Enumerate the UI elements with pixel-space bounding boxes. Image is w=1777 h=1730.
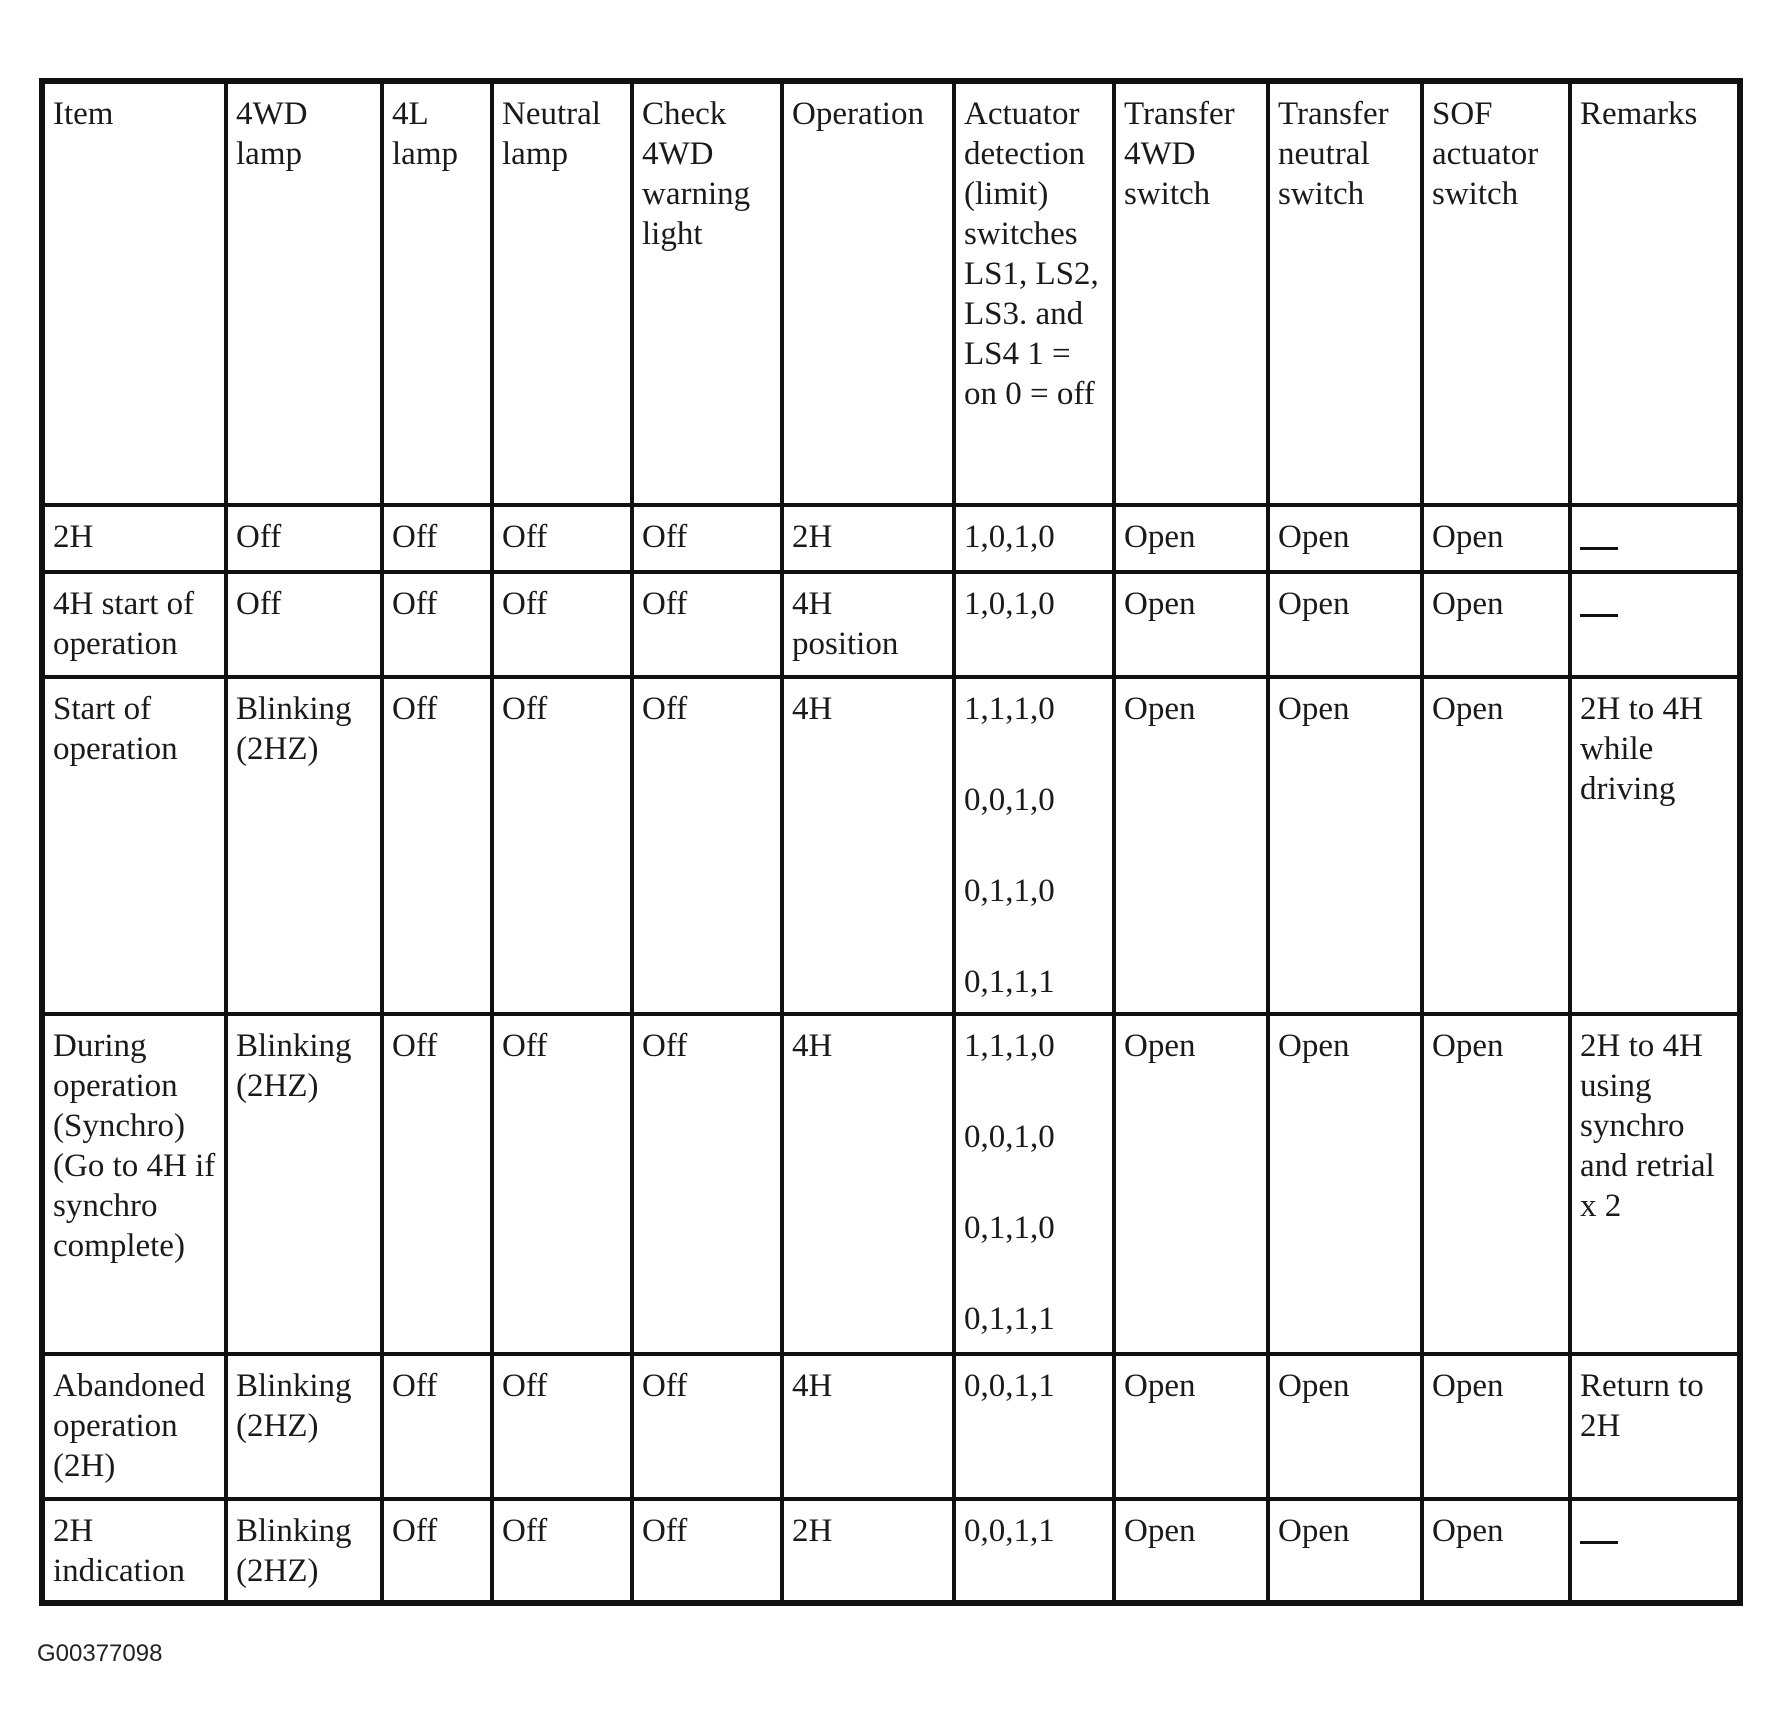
- limit-switch-value: 0,1,1,1: [964, 964, 1055, 1000]
- limit-switch-value: 1,1,1,0: [964, 691, 1055, 727]
- 4wd-lamp-cell: Blinking (2HZ): [226, 1354, 382, 1499]
- limit-switch-value: 0,0,1,1: [964, 1513, 1055, 1549]
- item-cell: 2H indication: [42, 1499, 226, 1603]
- sof-cell: Open: [1422, 1014, 1570, 1354]
- figure-id: G00377098: [37, 1640, 163, 1667]
- limit-switch-value: 0,1,1,0: [964, 1210, 1055, 1246]
- dash-mark: [1580, 547, 1618, 550]
- remarks-cell: Return to 2H: [1570, 1354, 1740, 1499]
- 4wd-lamp-cell: Blinking (2HZ): [226, 1014, 382, 1354]
- remarks-cell: [1570, 505, 1740, 572]
- limit-switch-value: 0,1,1,0: [964, 873, 1055, 909]
- neutral-lamp-cell: Off: [492, 1499, 632, 1603]
- remarks-cell: 2H to 4H using synchro and retrial x 2: [1570, 1014, 1740, 1354]
- header-row: [42, 81, 1740, 505]
- limit-switch-cell: [954, 1499, 1114, 1603]
- diagnosis-table: [39, 78, 1743, 1606]
- neutral-lamp-cell: Off: [492, 677, 632, 1014]
- table-row: [42, 677, 1740, 1014]
- table-row: [42, 572, 1740, 677]
- 4l-lamp-cell: Off: [382, 572, 492, 677]
- header-cell-check-4wd-warning-light: Check 4WD warning light: [632, 81, 782, 505]
- 4wd-lamp-cell: Off: [226, 572, 382, 677]
- limit-switch-cell: [954, 1354, 1114, 1499]
- 4l-lamp-cell: Off: [382, 677, 492, 1014]
- sof-cell: Open: [1422, 572, 1570, 677]
- check-4wd-cell: Off: [632, 505, 782, 572]
- dash-mark: [1580, 1541, 1618, 1544]
- transfer-neutral-cell: Open: [1268, 1014, 1422, 1354]
- header-cell-operation: Operation: [782, 81, 954, 505]
- transfer-neutral-cell: Open: [1268, 677, 1422, 1014]
- header-cell-transfer-neutral-switch: Transfer neutral switch: [1268, 81, 1422, 505]
- operation-cell: 4H position: [782, 572, 954, 677]
- header-cell-actuator-detection-switches: Actuator detection (limit) switches LS1, LS2, LS3. and LS4 1 = on 0 = off: [954, 81, 1114, 505]
- remarks-cell: [1570, 572, 1740, 677]
- limit-switch-value: 1,0,1,0: [964, 519, 1055, 555]
- check-4wd-cell: Off: [632, 1499, 782, 1603]
- transfer-4wd-cell: Open: [1114, 572, 1268, 677]
- 4wd-lamp-cell: Blinking (2HZ): [226, 1499, 382, 1603]
- diagnosis-table-container: [39, 78, 1737, 1606]
- check-4wd-cell: Off: [632, 1354, 782, 1499]
- neutral-lamp-cell: Off: [492, 572, 632, 677]
- header-cell-4wd-lamp: 4WD lamp: [226, 81, 382, 505]
- limit-switch-cell: [954, 572, 1114, 677]
- operation-cell: 4H: [782, 1354, 954, 1499]
- item-cell: 4H start of operation: [42, 572, 226, 677]
- header-cell-item: Item: [42, 81, 226, 505]
- operation-cell: 4H: [782, 677, 954, 1014]
- limit-switch-value: 0,0,1,0: [964, 1119, 1055, 1155]
- operation-cell: 4H: [782, 1014, 954, 1354]
- transfer-neutral-cell: Open: [1268, 1499, 1422, 1603]
- transfer-4wd-cell: Open: [1114, 505, 1268, 572]
- sof-cell: Open: [1422, 677, 1570, 1014]
- item-cell: 2H: [42, 505, 226, 572]
- sof-cell: Open: [1422, 1499, 1570, 1603]
- table-row: [42, 1499, 1740, 1603]
- operation-cell: 2H: [782, 505, 954, 572]
- header-cell-sof-actuator-switch: SOF actuator switch: [1422, 81, 1570, 505]
- limit-switch-value: 1,1,1,0: [964, 1028, 1055, 1064]
- table-row: [42, 505, 1740, 572]
- check-4wd-cell: Off: [632, 1014, 782, 1354]
- header-cell-remarks: Remarks: [1570, 81, 1740, 505]
- dash-mark: [1580, 614, 1618, 617]
- header-cell-4l-lamp: 4L lamp: [382, 81, 492, 505]
- header-cell-transfer-4wd-switch: Transfer 4WD switch: [1114, 81, 1268, 505]
- 4l-lamp-cell: Off: [382, 1354, 492, 1499]
- neutral-lamp-cell: Off: [492, 505, 632, 572]
- limit-switch-value: 1,0,1,0: [964, 586, 1055, 622]
- sof-cell: Open: [1422, 1354, 1570, 1499]
- 4wd-lamp-cell: Blinking (2HZ): [226, 677, 382, 1014]
- table-row: [42, 1354, 1740, 1499]
- transfer-neutral-cell: Open: [1268, 1354, 1422, 1499]
- transfer-4wd-cell: Open: [1114, 1014, 1268, 1354]
- limit-switch-value: 0,0,1,0: [964, 782, 1055, 818]
- remarks-cell: [1570, 1499, 1740, 1603]
- check-4wd-cell: Off: [632, 677, 782, 1014]
- 4l-lamp-cell: Off: [382, 1499, 492, 1603]
- table-row: [42, 1014, 1740, 1354]
- transfer-4wd-cell: Open: [1114, 1499, 1268, 1603]
- operation-cell: 2H: [782, 1499, 954, 1603]
- header-cell-neutral-lamp: Neutral lamp: [492, 81, 632, 505]
- neutral-lamp-cell: Off: [492, 1354, 632, 1499]
- remarks-cell: 2H to 4H while driving: [1570, 677, 1740, 1014]
- transfer-4wd-cell: Open: [1114, 1354, 1268, 1499]
- neutral-lamp-cell: Off: [492, 1014, 632, 1354]
- 4wd-lamp-cell: Off: [226, 505, 382, 572]
- limit-switch-cell: [954, 1014, 1114, 1354]
- limit-switch-value: 0,0,1,1: [964, 1368, 1055, 1404]
- item-cell: Start of operation: [42, 677, 226, 1014]
- item-cell: Abandoned operation (2H): [42, 1354, 226, 1499]
- 4l-lamp-cell: Off: [382, 505, 492, 572]
- limit-switch-value: 0,1,1,1: [964, 1301, 1055, 1337]
- 4l-lamp-cell: Off: [382, 1014, 492, 1354]
- limit-switch-cell: [954, 677, 1114, 1014]
- sof-cell: Open: [1422, 505, 1570, 572]
- limit-switch-cell: [954, 505, 1114, 572]
- transfer-neutral-cell: Open: [1268, 572, 1422, 677]
- transfer-4wd-cell: Open: [1114, 677, 1268, 1014]
- check-4wd-cell: Off: [632, 572, 782, 677]
- transfer-neutral-cell: Open: [1268, 505, 1422, 572]
- item-cell: During operation (Synchro) (Go to 4H if synchro complete): [42, 1014, 226, 1354]
